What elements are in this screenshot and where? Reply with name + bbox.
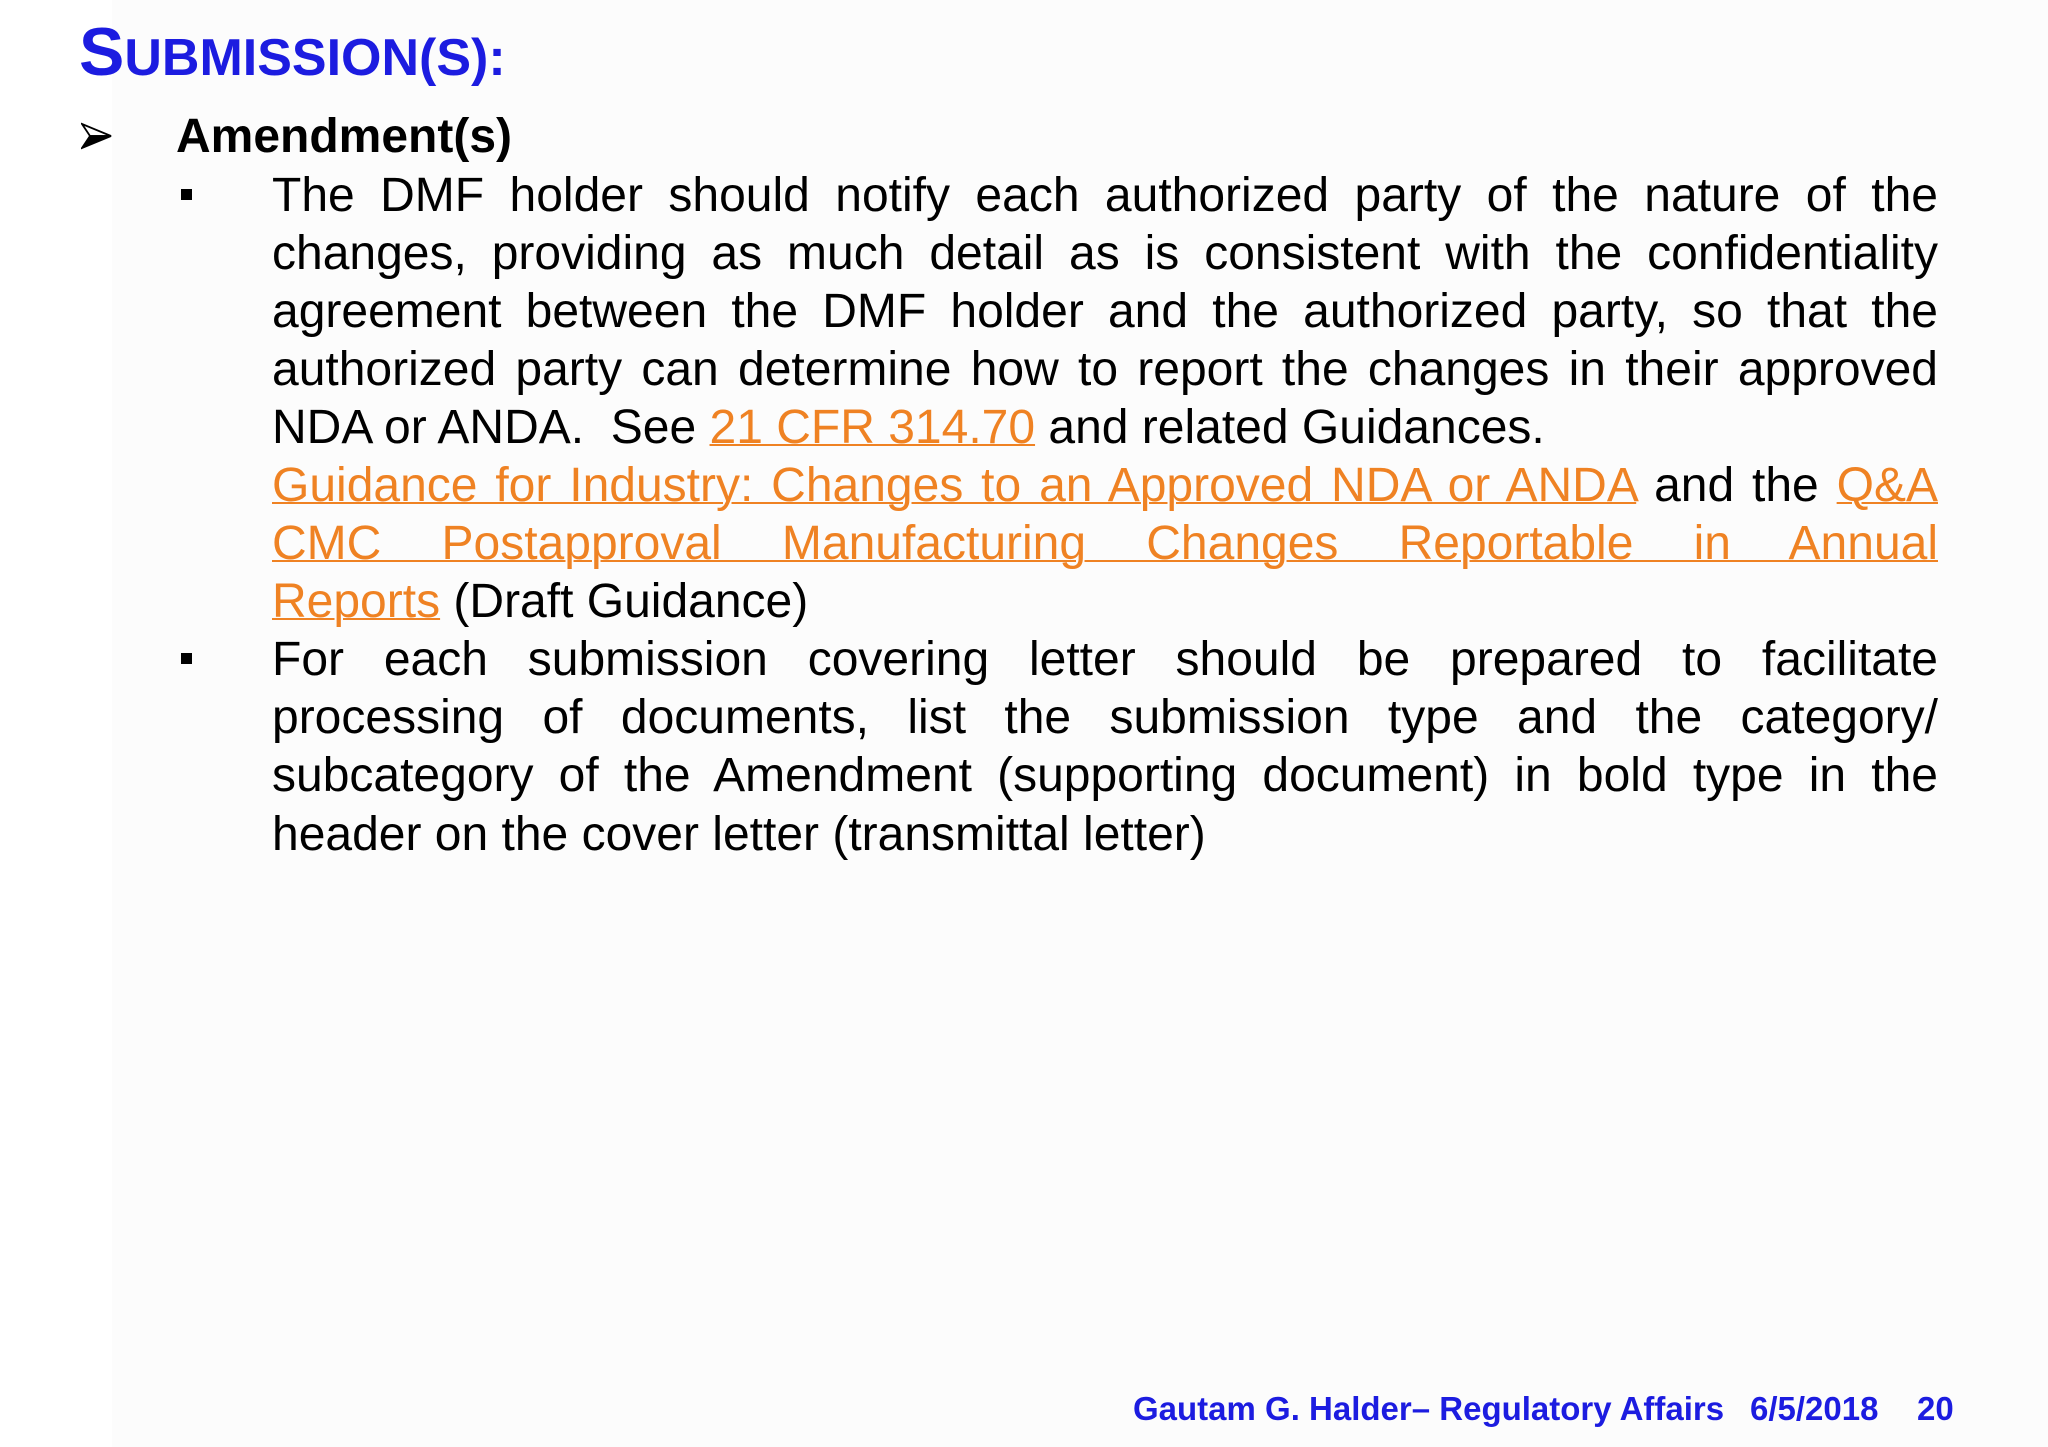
footer-page-number: 20 — [1917, 1390, 1954, 1427]
bullet-item-covering-letter — [272, 631, 1938, 863]
link-guidance-changes-approved-nda-anda[interactable]: Guidance for Industry: Changes to an Approved NDA or ANDA — [272, 458, 1637, 512]
link-qa-cmc-postapproval-changes[interactable]: Q&A CMC Postapproval Manufacturing Changes Reportable in Annual Reports — [272, 458, 1938, 629]
bullet-text: and the — [1636, 458, 1837, 512]
bullet-text: and related Guidances. — [1035, 400, 1545, 454]
square-bullet-icon — [181, 189, 192, 200]
bullet-text: For each submission covering letter should be prepared to facilitate processing of documents, list the submission type and the category/ subcategory of the Amendment (supporting document) in bold type in the header on the cover letter (transmittal letter) — [272, 633, 1938, 861]
section-heading: Amendment(s) — [176, 110, 513, 164]
footer-author: Gautam G. Halder– Regulatory Affairs — [1133, 1390, 1725, 1427]
arrowhead-bullet-icon — [81, 122, 113, 150]
footer-date: 6/5/2018 — [1750, 1390, 1879, 1427]
bullet-text: The DMF holder should notify each authorized party of the nature of the changes, providing as much detail as is consistent with the confidentiality agreement between the DMF holder and the authorized party, so that the authorized party can determine how to report the changes in their approved NDA or ANDA. See — [272, 168, 1938, 454]
bullet-text: (Draft Guidance) — [440, 575, 809, 629]
section-header — [0, 108, 2048, 166]
link-21-cfr-314-70[interactable]: 21 CFR 314.70 — [709, 400, 1036, 454]
bullet-item-notify-authorized-party — [272, 167, 1938, 632]
square-bullet-icon — [181, 653, 192, 664]
slide-title: SUBMISSION(S): — [79, 14, 506, 90]
